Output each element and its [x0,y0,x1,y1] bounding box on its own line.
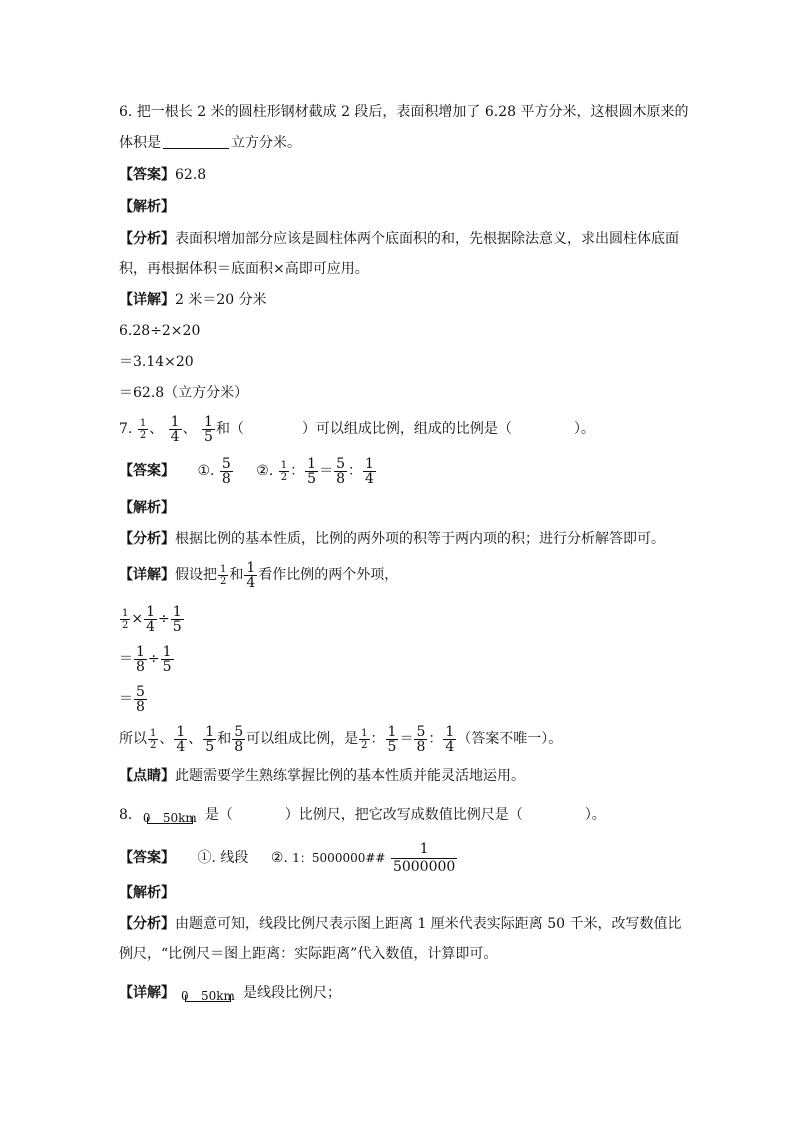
q7-calc-line1: $\frac{1}{2}$ × $\frac{1}{4}$ ÷ $\frac{1}{5}$ [122,603,182,635]
q7-and: 和（ [215,421,244,437]
q6-calc-line3: ＝62.8（立方分米） [119,385,249,401]
q8-ans2: 1：5000000## [292,851,386,865]
q7-conc-ratio-five-eighths: $\frac{5}{8}$ [416,723,426,755]
q7-xiangjie-label: 【详解】 [119,567,175,583]
q7-conc-ratio-fifth: $\frac{1}{5}$ [387,723,397,755]
q7-calc-half: $\frac{1}{2}$ [122,607,129,631]
q7-fenxi-label: 【分析】 [119,531,175,547]
q8-fenxi-label: 【分析】 [119,916,175,932]
q7-conc-half: $\frac{1}{2}$ [150,727,157,751]
q6-analysis-label: 【解析】 [119,199,175,215]
q7-conc-fifth: $\frac{1}{5}$ [205,723,215,755]
q7-ans2-quarter: $\frac{1}{4}$ [364,455,374,487]
q8-ans2-fraction: $\frac{1}{5000000}$ [392,840,456,875]
q6-stem-suffix: 立方分米。 [231,135,301,151]
q7-dianjing [119,765,525,787]
q6-stem-line1: 6. 把一根长 2 米的圆柱形钢材截成 2 段后，表面积增加了 6.28 平方分米，这根圆木原来的 [119,104,689,120]
q8-ans2-mark: ②. [270,850,288,866]
q8-number: 8. [119,807,133,823]
q7-fenxi [119,528,665,550]
q8-stem [119,800,606,830]
q8-fenxi-text1: 由题意可知，线段比例尺表示图上距离 1 厘米代表实际距离 50 千米，改写数值比 [175,916,682,932]
q6-xiangjie-text: 2 米＝20 分米 [175,292,267,308]
q7-answer: 【答案】 ①. $\frac{5}{8}$ ②. $\frac{1}{2}$ ： $\frac{1}{5}$ ＝ $\frac{5}{8}$ ： $\frac{1}{4}$ [119,455,374,487]
q8-answer-label: 【答案】 [119,850,175,866]
q6-stem-prefix: 体积是 [119,135,161,151]
q6-answer [119,164,206,186]
q6-fenxi-line2: 积，再根据体积＝底面积×高即可应用。 [119,261,369,277]
q7-fenxi-text: 根据比例的基本性质，比例的两外项的积等于两内项的积；进行分析解答即可。 [175,531,665,547]
q7-xiangjie: 【详解】假设把 $\frac{1}{2}$ 和 $\frac{1}{4}$ 看作比例的两个外项， [119,559,399,591]
q7-dianjing-label: 【点睛】 [119,768,175,784]
q7-calc-eighth: $\frac{1}{8}$ [136,643,145,675]
q7-answer-label: 【答案】 [119,463,175,479]
q7-mid: ）可以组成比例，组成的比例是（ [301,421,512,437]
q7-stem [119,410,595,448]
q8-xiangjie-label: 【详解】 [119,985,175,1001]
q7-ans2-fifth: $\frac{1}{5}$ [307,455,317,487]
q7-calc-line2: ＝ $\frac{1}{8}$ ÷ $\frac{1}{5}$ [119,643,172,675]
q7-conclusion: 所以 $\frac{1}{2}$ 、 $\frac{1}{4}$ 、 $\frac{1}{5}$ 和 $\frac{5}{8}$ 可以组成比例，是 $\frac{1}{2}$ ： $\frac{1}{5}$ ＝ $\frac{5}{8}$ ： $\frac{1}{4}$ （答案不唯一）。 [119,723,563,755]
q7-conc-ratio-half: $\frac{1}{2}$ [361,727,368,751]
q6-xiangjie [119,289,267,311]
q7-conc-ratio-quarter: $\frac{1}{4}$ [445,723,455,755]
q7-note: （答案不唯一）。 [457,731,563,747]
q6-calc-line2: ＝3.14×20 [119,354,194,370]
q7-calc-line3: ＝ $\frac{5}{8}$ [119,683,145,715]
q6-answer-blank [163,134,229,149]
q7-dianjing-text: 此题需要学生熟练掌握比例的基本性质并能灵活地运用。 [175,768,525,784]
q6-xiangjie-label: 【详解】 [119,292,175,308]
q7-sep: 、 [149,421,164,437]
q6-fenxi-label: 【分析】 [119,231,175,247]
q8-xiangjie-text: 是线段比例尺； [243,985,341,1001]
q7-ans2-mark: ②. [256,463,274,479]
q6-calc-line1: 6.28÷2×20 [119,323,201,339]
q8-xiangjie [119,978,341,1008]
q7-xj-post: 看作比例的两个外项， [258,567,399,583]
q7-xj-pre: 假设把 [175,567,217,583]
q8-text2: ）比例尺，把它改写成数值比例尺是（ [284,807,523,823]
q7-sep: 、 [182,421,197,437]
q7-conc-quarter: $\frac{1}{4}$ [176,723,186,755]
q7-number: 7. [119,421,133,437]
q7-calc-quarter: $\frac{1}{4}$ [146,603,156,635]
q7-ans2-half: $\frac{1}{2}$ [280,459,288,483]
q7-ans1-fraction: $\frac{5}{8}$ [221,455,231,487]
q6-fenxi-line1 [119,228,679,250]
q6-answer-value: 62.8 [175,167,207,183]
q8-text3: ）。 [584,807,606,823]
q7-ans1-mark: ①. [197,463,215,479]
q7-conc-five-eighths: $\frac{5}{8}$ [234,723,244,755]
q8-xiangjie-scale-bar-icon: 0 50km [181,989,235,1003]
q7-fraction-fifth: $\frac{1}{5}$ [204,413,213,445]
q7-analysis-label: 【解析】 [119,500,175,516]
q8-analysis-label: 【解析】 [119,885,175,901]
q8-fenxi-line2: 例尺，“比例尺＝图上距离：实际距离”代入数值，计算即可。 [119,946,498,962]
q8-text1: 是（ [204,807,233,823]
q7-fraction-half: $\frac{1}{2}$ [139,417,147,441]
q8-scale-bar-icon: 0 50km [142,811,197,825]
q7-calc-fifth: $\frac{1}{5}$ [172,603,182,635]
q7-fraction-quarter: $\frac{1}{4}$ [170,413,180,445]
q6-answer-label: 【答案】 [119,167,175,183]
q8-answer [119,838,458,878]
q7-xj-quarter: $\frac{1}{4}$ [246,559,256,591]
q8-ans1: ①. 线段 [197,850,249,866]
q7-end: ）。 [573,421,595,437]
q7-calc-five-eighths: $\frac{5}{8}$ [136,683,145,715]
q8-fenxi-line1 [119,913,682,935]
q6-stem-line2 [119,132,301,154]
q7-xj-half: $\frac{1}{2}$ [220,563,227,587]
q6-fenxi-text1: 表面积增加部分应该是圆柱体两个底面积的和，先根据除法意义，求出圆柱体底面 [175,231,679,247]
q7-ans2-five-eighths: $\frac{5}{8}$ [336,455,345,487]
q7-calc-fifth: $\frac{1}{5}$ [162,643,172,675]
